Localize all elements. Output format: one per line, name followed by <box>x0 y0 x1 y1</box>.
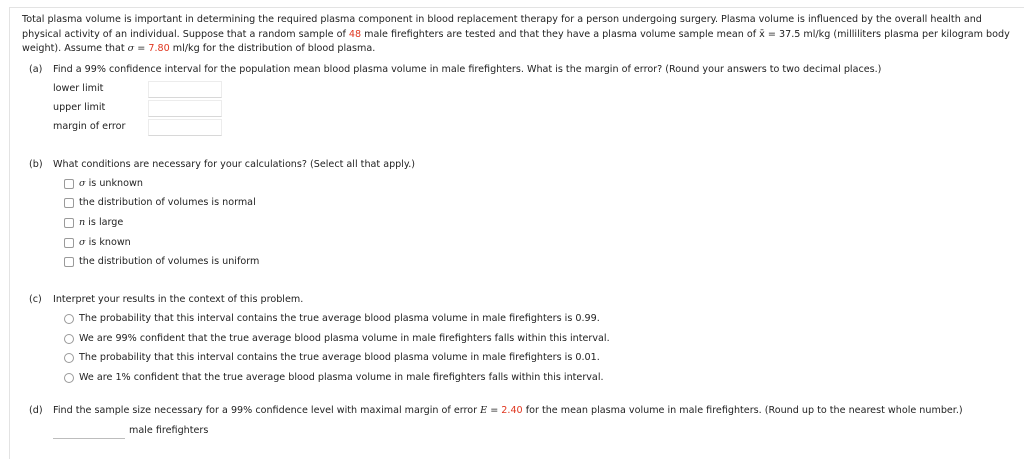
e-symbol: E <box>480 405 488 416</box>
part-c-text: Interpret your results in the context of this problem. <box>53 294 304 305</box>
part-a-label: (a) <box>29 64 43 75</box>
intro-text-3: = 37.5 ml/kg (milliliters plasma per kilogram body weight). Assume that <box>22 28 1010 54</box>
option-label: is known <box>85 237 131 248</box>
part-c-question <box>29 293 303 307</box>
part-a-text: Find a 99% confidence interval for the population mean blood plasma volume in male firefighters. What is the margin of error? (Round your answers to two decimal places.) <box>53 64 882 75</box>
part-d-text-3: for the mean plasma volume in male firefighters. (Round up to the nearest whole number.) <box>522 405 963 416</box>
option-symbol: n <box>79 217 86 228</box>
option-label: is unknown <box>85 178 143 189</box>
option-label: the distribution of volumes is uniform <box>79 256 260 267</box>
part-d-text-1: Find the sample size necessary for a 99% confidence level with maximal margin of error <box>53 405 481 416</box>
option-symbol: σ <box>79 178 86 189</box>
sigma-symbol: σ <box>127 43 135 54</box>
option-label: The probability that this interval contains the true average blood plasma volume in male firefighters is 0.01. <box>79 352 600 363</box>
part-b-text: What conditions are necessary for your calculations? (Select all that apply.) <box>53 159 416 170</box>
checkbox[interactable] <box>64 179 74 189</box>
intro-text-1: Total plasma volume is important in determining the required plasma component in blood replacement therapy for a person undergoing surgery. Plasma volume is influenced by the overall health and physical activity of an individual. Suppose that a random sample of <box>22 14 982 40</box>
radio-button[interactable] <box>64 353 74 363</box>
option-label: We are 99% confident that the true average blood plasma volume in male firefighters falls within this interval. <box>79 333 610 344</box>
checkbox[interactable] <box>64 238 74 248</box>
checkbox[interactable] <box>64 257 74 267</box>
lower-limit-label: lower limit <box>53 83 104 94</box>
part-a-question <box>29 63 881 77</box>
problem-statement <box>22 13 1022 57</box>
option-label: is large <box>85 217 124 228</box>
part-d-text-2: = <box>487 405 502 416</box>
margin-value: 2.40 <box>501 405 523 416</box>
upper-limit-label: upper limit <box>53 102 106 113</box>
intro-text-4: = <box>134 43 149 54</box>
option-label: We are 1% confident that the true average blood plasma volume in male firefighters falls within this interval. <box>79 372 604 383</box>
part-b-label: (b) <box>29 159 43 170</box>
part-b-question <box>29 158 415 172</box>
option-label: the distribution of volumes is normal <box>79 197 256 208</box>
sample-size-input[interactable] <box>53 438 125 439</box>
option-symbol: σ <box>79 237 86 248</box>
radio-button[interactable] <box>64 334 74 344</box>
sample-size-unit: male firefighters <box>129 425 209 436</box>
checkbox[interactable] <box>64 198 74 208</box>
margin-of-error-input[interactable] <box>148 119 222 136</box>
radio-button[interactable] <box>64 314 74 324</box>
intro-text-2: male firefighters are tested and that they have a plasma volume sample mean of <box>361 28 760 40</box>
sigma-value: 7.80 <box>148 43 170 54</box>
checkbox[interactable] <box>64 218 74 228</box>
part-d-question <box>29 404 963 418</box>
radio-button[interactable] <box>64 373 74 383</box>
option-label: The probability that this interval contains the true average blood plasma volume in male firefighters is 0.99. <box>79 313 600 324</box>
xbar-symbol: x̄ <box>759 28 765 40</box>
margin-of-error-label: margin of error <box>53 121 126 132</box>
sample-size-value: 48 <box>348 28 362 40</box>
upper-limit-input[interactable] <box>148 100 222 117</box>
part-c-label: (c) <box>29 294 42 305</box>
intro-text-5: ml/kg for the distribution of blood plasma. <box>169 43 376 54</box>
lower-limit-input[interactable] <box>148 81 222 98</box>
part-d-label: (d) <box>29 405 43 416</box>
